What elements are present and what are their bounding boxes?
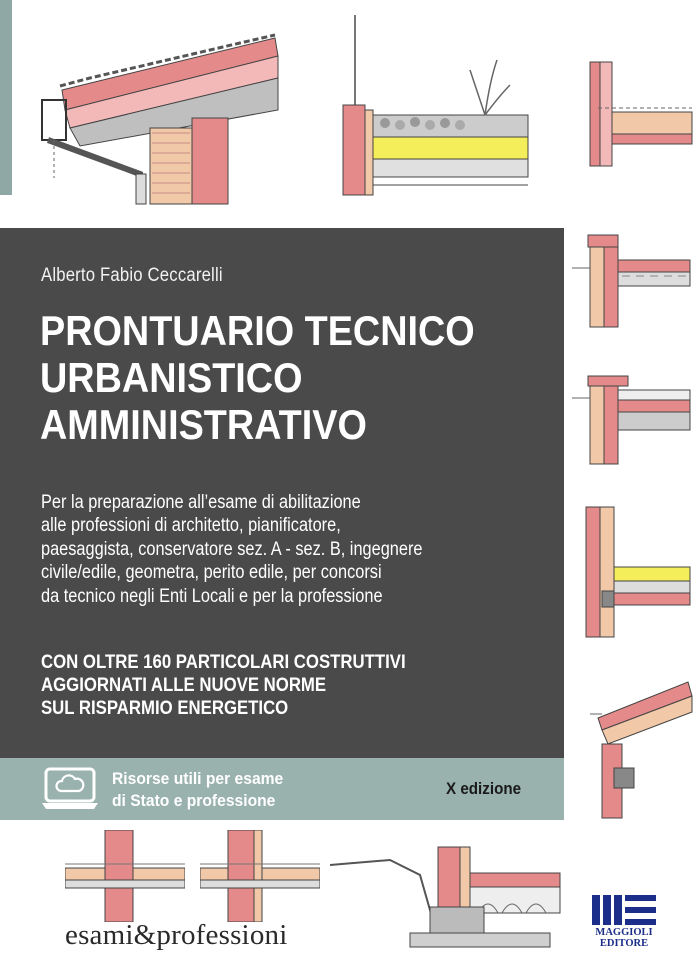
title-line: PRONTUARIO TECNICO <box>40 307 475 354</box>
publisher-name <box>588 927 660 949</box>
laptop-cloud-icon <box>40 767 100 811</box>
description-line: civile/edile, geometra, perito edile, per concorsi <box>41 562 382 584</box>
resources-text <box>112 768 283 812</box>
publisher-line: MAGGIOLI <box>595 927 653 938</box>
highlight-line: AGGIORNATI ALLE NUOVE NORME <box>41 674 327 696</box>
resources-line: Risorse utili per esame <box>112 769 284 788</box>
description-line: paesaggista, conservatore sez. A - sez. B, ingegnere <box>41 538 423 560</box>
balcony-detail-drawing <box>572 368 692 468</box>
book-title <box>40 307 508 448</box>
slab-edge-drawing <box>580 505 692 640</box>
series-name: esami&professioni <box>65 919 288 951</box>
edition-label: X edizione <box>446 780 522 798</box>
green-roof-drawing <box>325 15 530 205</box>
highlight-text <box>41 651 523 720</box>
book-description <box>41 491 523 608</box>
foundation-drawing <box>330 845 562 953</box>
publisher-mark-icon <box>588 893 660 927</box>
highlight-line: SUL RISPARMIO ENERGETICO <box>41 697 289 719</box>
title-line: AMMINISTRATIVO <box>40 401 367 448</box>
highlight-line: CON OLTRE 160 PARTICOLARI COSTRUTTIVI <box>41 651 406 673</box>
title-line: URBANISTICO <box>40 354 303 401</box>
parapet-detail-drawing <box>572 230 692 330</box>
author-name: Alberto Fabio Ceccarelli <box>41 265 223 286</box>
accent-strip <box>0 0 12 195</box>
roof-eave-drawing <box>40 28 280 206</box>
publisher-line: EDITORE <box>599 938 649 949</box>
maggioli-logo <box>588 893 660 949</box>
description-line: da tecnico negli Enti Locali e per la professione <box>41 585 383 607</box>
wall-section-drawing-a <box>65 830 185 922</box>
wall-section-drawing-b <box>200 830 320 922</box>
description-line: Per la preparazione all’esame di abilitazione <box>41 492 361 513</box>
floor-junction-drawing <box>588 60 693 170</box>
roof-ridge-drawing <box>588 680 693 820</box>
resources-line: di Stato e professione <box>112 791 276 810</box>
description-line: alle professioni di architetto, pianificatore, <box>41 515 341 537</box>
